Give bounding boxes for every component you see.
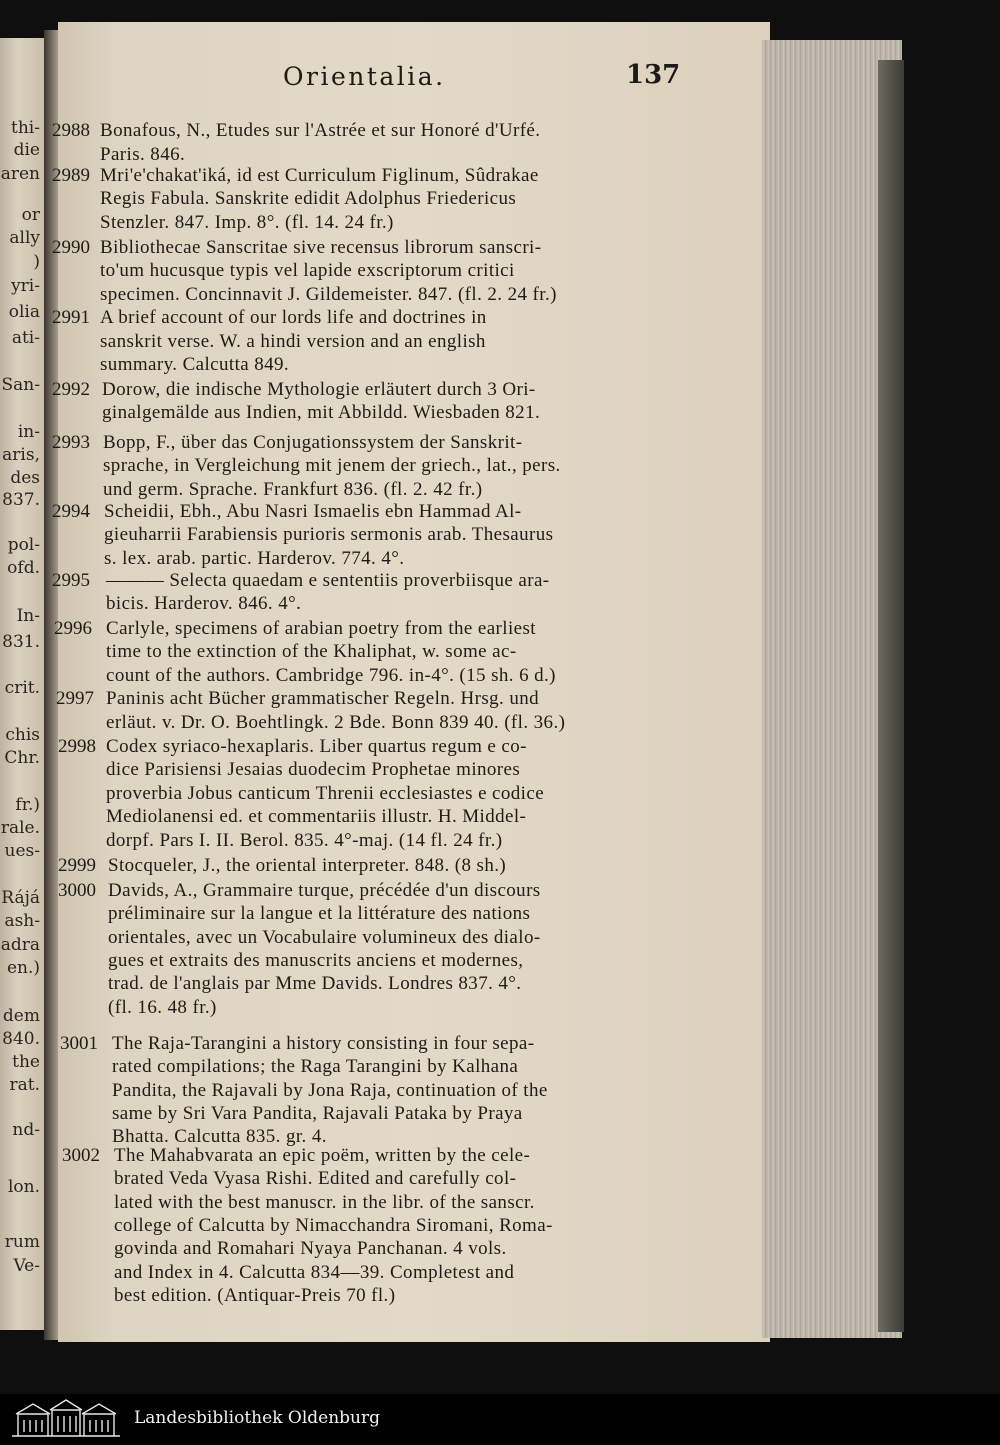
left-page-fragment: Chr. [4, 748, 40, 768]
left-page-fragment: die [13, 140, 40, 160]
book-cover-edge [878, 60, 904, 1332]
left-facing-page [0, 38, 44, 1330]
entry-number: 2995 [52, 570, 90, 591]
entry-text-line: Regis Fabula. Sanskrite edidit Adolphus Friedericus [100, 188, 517, 210]
entry-text-line: Mri'e'chakat'iká, id est Curriculum Figlinum, Sûdrakae [100, 165, 539, 186]
entry-number: 2999 [58, 855, 96, 876]
entry-text-line: Mediolanensi ed. et commentariis illustr. H. Middel- [106, 806, 527, 828]
entry-text-line: gieuharrii Farabiensis purioris sermonis arab. Thesaurus [104, 524, 554, 546]
left-page-fragment: olia [8, 302, 40, 322]
entry-text-line: Paninis acht Bücher grammatischer Regeln. Hrsg. und [106, 688, 540, 709]
entry-text-line: Dorow, die indische Mythologie erläutert durch 3 Ori- [102, 379, 536, 400]
left-page-fragment: in- [17, 422, 40, 442]
entry-text-line: Paris. 846. [100, 143, 186, 165]
left-page-fragment: ) [33, 252, 40, 272]
left-page-fragment: ues- [4, 841, 40, 861]
entry-text-line: rated compilations; the Raga Tarangini by Kalhana [112, 1056, 519, 1078]
entry-text-line: count of the authors. Cambridge 796. in-4°. (15 sh. 6 d.) [106, 664, 556, 686]
left-page-fragment: ally [9, 228, 40, 248]
entry-text-line: Carlyle, specimens of arabian poetry from the earliest [106, 618, 536, 639]
entry-number: 3000 [58, 880, 96, 901]
left-page-fragment: nd- [12, 1120, 40, 1140]
entry-text-line: Davids, A., Grammaire turque, précédée d'un discours [108, 880, 541, 901]
entry-text-line: The Mahabvarata an epic poëm, written by the cele- [114, 1145, 531, 1166]
entry-number: 2990 [52, 237, 90, 258]
entry-number: 2989 [52, 165, 90, 186]
left-page-fragment: fr.) [15, 795, 40, 815]
left-page-fragment: or [21, 205, 40, 225]
left-page-fragment: crit. [4, 678, 40, 698]
entry-number: 2992 [52, 379, 90, 400]
left-page-fragment: 837. [2, 490, 40, 510]
left-page-fragment: pol- [7, 535, 40, 555]
left-page-fragment: en.) [6, 958, 40, 978]
entry-text-line: to'um hucusque typis vel lapide exscriptorum critici [100, 260, 515, 282]
entry-text-line: s. lex. arab. partic. Harderov. 774. 4°. [104, 547, 405, 569]
entry-text-line: summary. Calcutta 849. [100, 354, 290, 375]
entry-text-line: time to the extinction of the Khaliphat, w. some ac- [106, 641, 517, 663]
left-page-fragment: thi- [11, 118, 40, 138]
left-page-fragment: dem [2, 1006, 40, 1026]
left-page-fragment: rale. [0, 818, 40, 838]
entry-number: 2988 [52, 120, 90, 141]
left-page-fragment: ash- [4, 911, 40, 931]
entry-text-line: sprache, in Vergleichung mit jenem der griech., lat., pers. [103, 455, 561, 477]
left-page-fragment: chis [5, 725, 40, 745]
entry-text-line: sanskrit verse. W. a hindi version and an english [100, 330, 486, 352]
entry-text-line: The Raja-Tarangini a history consisting in four sepa- [112, 1033, 535, 1054]
left-page-fragment: adra [0, 935, 40, 955]
entry-text-line: ——— Selecta quaedam e sententiis proverbiisque ara- [106, 570, 550, 591]
entry-text-line: Stocqueler, J., the oriental interpreter. 848. (8 sh.) [108, 855, 507, 876]
entry-text-line: best edition. (Antiquar-Preis 70 fl.) [114, 1284, 396, 1306]
left-page-fragment: In- [16, 606, 40, 626]
entry-text-line: lated with the best manuscr. in the libr. of the sanscr. [114, 1191, 535, 1213]
left-page-fragment: aren [0, 164, 40, 184]
running-header-title: Orientalia. [283, 62, 446, 91]
entry-text-line: same by Sri Vara Pandita, Rajavali Pataka by Praya [112, 1102, 523, 1124]
entry-number: 3001 [60, 1033, 98, 1054]
entry-text-line: Pandita, the Rajavali by Jona Raja, continuation of the [112, 1079, 548, 1101]
entry-number: 3002 [62, 1145, 100, 1166]
entry-text-line: Bhatta. Calcutta 835. gr. 4. [112, 1126, 327, 1148]
left-page-fragment: San- [1, 375, 40, 395]
entry-text-line: and Index in 4. Calcutta 834—39. Completest and [114, 1261, 515, 1283]
left-page-fragment: aris, [2, 445, 40, 465]
entry-text-line: trad. de l'anglais par Mme Davids. Londres 837. 4°. [108, 973, 522, 995]
left-page-fragment: ofd. [7, 558, 40, 578]
entry-text-line: Bopp, F., über das Conjugationssystem der Sanskrit- [103, 432, 523, 453]
entry-text-line: A brief account of our lords life and doctrines in [100, 307, 487, 328]
entry-text-line: ginalgemälde aus Indien, mit Abbildd. Wiesbaden 821. [102, 402, 541, 424]
library-building-logo-icon [8, 1398, 124, 1438]
entry-text-line: und germ. Sprache. Frankfurt 836. (fl. 2. 42 fr.) [103, 478, 483, 500]
entry-number: 2998 [58, 736, 96, 757]
page-number: 137 [626, 60, 681, 90]
left-page-fragment: rum [4, 1232, 40, 1252]
entry-text-line: college of Calcutta by Nimacchandra Siromani, Roma- [114, 1214, 553, 1236]
entry-text-line: orientales, avec un Vocabulaire volumineux des dialo- [108, 926, 541, 948]
entry-text-line: dorpf. Pars I. II. Berol. 835. 4°-maj. (14 fl. 24 fr.) [106, 829, 503, 851]
entry-text-line: gues et extraits des manuscrits anciens et modernes, [108, 949, 524, 971]
left-page-fragment: rat. [9, 1075, 40, 1095]
entry-text-line: Bonafous, N., Etudes sur l'Astrée et sur Honoré d'Urfé. [100, 120, 541, 141]
entry-text-line: govinda and Romahari Nyaya Panchanan. 4 vols. [114, 1238, 507, 1260]
entry-text-line: brated Veda Vyasa Rishi. Edited and carefully col- [114, 1168, 517, 1190]
entry-number: 2997 [56, 688, 94, 709]
entry-text-line: préliminaire sur la langue et la littérature des nations [108, 903, 531, 925]
left-page-fragment: lon. [7, 1177, 40, 1197]
entry-text-line: dice Parisiensi Jesaias duodecim Prophetae minores [106, 759, 521, 781]
left-page-fragment: Rájá [1, 888, 40, 908]
entry-number: 2996 [54, 618, 92, 639]
entry-text-line: erläut. v. Dr. O. Boehtlingk. 2 Bde. Bonn 839 40. (fl. 36.) [106, 711, 566, 733]
entry-text-line: Stenzler. 847. Imp. 8°. (fl. 14. 24 fr.) [100, 211, 394, 233]
entry-number: 2991 [52, 307, 90, 328]
entry-number: 2994 [52, 501, 90, 522]
entry-text-line: Bibliothecae Sanscritae sive recensus librorum sanscri- [100, 237, 542, 258]
entry-text-line: specimen. Concinnavit J. Gildemeister. 847. (fl. 2. 24 fr.) [100, 283, 557, 305]
left-page-fragment: ati- [11, 328, 40, 348]
entry-text-line: Codex syriaco-hexaplaris. Liber quartus regum e co- [106, 736, 527, 757]
left-page-fragment: 840. [2, 1029, 40, 1049]
library-name: Landesbibliothek Oldenburg [134, 1408, 381, 1428]
footer-bar [0, 1394, 1000, 1445]
entry-text-line: proverbia Jobus canticum Threnii ecclesiastes e codice [106, 782, 545, 804]
left-page-fragment: the [12, 1052, 40, 1072]
entry-text-line: (fl. 16. 48 fr.) [108, 996, 217, 1018]
left-page-fragment: Ve- [13, 1256, 40, 1276]
left-page-fragment: yri- [11, 276, 40, 296]
entry-text-line: Scheidii, Ebh., Abu Nasri Ismaelis ebn Hammad Al- [104, 501, 522, 522]
entry-number: 2993 [52, 432, 90, 453]
left-page-fragment: des [10, 468, 40, 488]
entry-text-line: bicis. Harderov. 846. 4°. [106, 593, 302, 615]
left-page-fragment: 831. [2, 632, 40, 652]
